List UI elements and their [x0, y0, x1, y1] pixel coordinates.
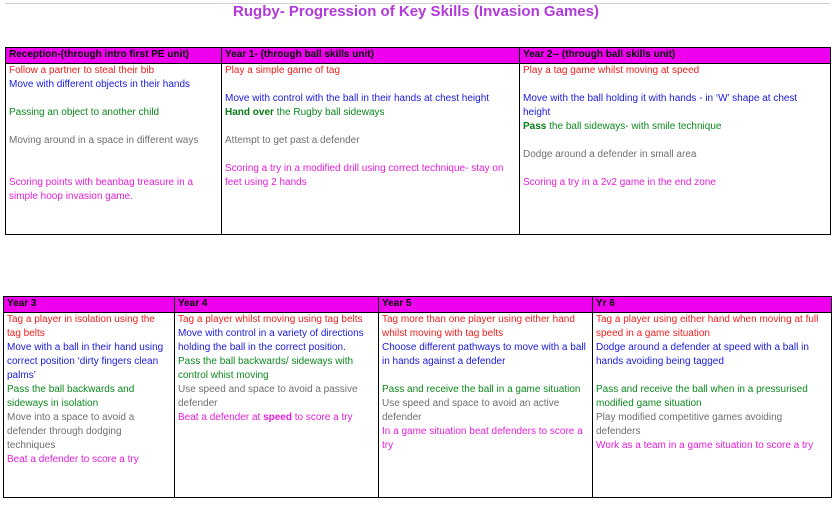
skill-passing: Passing an object to another child — [9, 107, 160, 118]
skill-moving-with-ball: Choose different pathways to move with a ball in hands against a defender — [382, 342, 586, 367]
skill-tag: Tag more than one player using either hand whilst moving with tag belts — [382, 314, 575, 339]
skill-moving-with-ball: Move with the ball holding it with hands - in ‘W’ shape at chest height — [523, 93, 798, 118]
skill-tag: Follow a partner to steal their bib — [9, 65, 155, 76]
skill-scoring-emphasis: speed — [263, 412, 292, 423]
header-year-3: Year 3 — [4, 297, 175, 313]
reception-cell — [6, 64, 222, 235]
skill-tag: Play a tag game whilst moving at speed — [523, 65, 700, 76]
header-year-5: Year 5 — [379, 297, 593, 313]
header-year-1: Year 1- (through ball skills unit) — [222, 48, 520, 64]
table-header-row — [4, 297, 832, 313]
table-row — [4, 313, 832, 498]
skill-scoring: Scoring a try in a modified drill using correct technique- stay on feet using 2 hands — [225, 163, 504, 188]
skill-scoring-post: to score a try — [291, 412, 353, 423]
year-6-cell — [593, 313, 832, 498]
skill-moving-with-ball: Move with a ball in their hand using correct position ‘dirty fingers clean palms’ — [7, 342, 164, 381]
skill-passing: Pass the ball backwards/ sideways with control whist moving — [178, 356, 354, 381]
skill-moving-with-ball: Move with control in a variety of directions holding the ball in the correct position. — [178, 328, 364, 353]
table-row — [6, 64, 831, 235]
skill-passing — [523, 120, 827, 134]
skill-scoring — [178, 411, 375, 425]
skill-moving-with-ball: Dodge around a defender at speed with a ball in hands avoiding being tagged — [596, 342, 809, 367]
skill-evading: Play modified competitive games avoiding defenders — [596, 412, 783, 437]
skill-passing: Pass and receive the ball in a game situation — [382, 384, 581, 395]
skill-scoring: Work as a team in a game situation to score a try — [596, 440, 814, 451]
skill-scoring-pre: Beat a defender at — [178, 412, 264, 423]
table-header-row — [6, 48, 831, 64]
skill-passing — [225, 106, 516, 120]
skill-scoring: Scoring points with beanbag treasure in a simple hoop invasion game. — [9, 177, 194, 202]
skill-tag: Tag a player in isolation using the tag belts — [7, 314, 155, 339]
skill-passing: Pass and receive the ball when in a pressurised modified game situation — [596, 384, 808, 409]
year-1-cell — [222, 64, 520, 235]
page-title: Rugby- Progression of Key Skills (Invasion Games) — [233, 3, 599, 20]
skill-evading: Move into a space to avoid a defender through dodging techniques — [7, 412, 135, 451]
skill-evading: Use speed and space to avoid a passive defender — [178, 384, 358, 409]
skill-tag: Tag a player whilst moving using tag belts — [178, 314, 363, 325]
skill-moving-with-ball: Move with different objects in their hands — [9, 79, 191, 90]
year-4-cell — [175, 313, 379, 498]
skills-table-early-years — [5, 47, 831, 235]
skills-table-later-years — [3, 296, 832, 498]
skill-passing-rest: the ball sideways- with smile technique — [546, 121, 722, 132]
skill-tag: Tag a player using either hand when moving at full speed in a game situation — [596, 314, 819, 339]
skill-passing: Pass the ball backwards and sideways in isolation — [7, 384, 135, 409]
year-2-cell — [520, 64, 831, 235]
skill-passing-rest: the Rugby ball sideways — [273, 107, 385, 118]
skill-scoring: Scoring a try in a 2v2 game in the end zone — [523, 177, 716, 188]
header-reception: Reception-(through intro first PE unit) — [6, 48, 222, 64]
year-5-cell — [379, 313, 593, 498]
skill-passing-emphasis: Pass — [523, 121, 547, 132]
skill-evading: Use speed and space to avoid an active defender — [382, 398, 560, 423]
year-3-cell — [4, 313, 175, 498]
skill-passing-emphasis: Hand over — [225, 107, 274, 118]
skill-evading: Moving around in a space in different ways — [9, 135, 199, 146]
header-year-2: Year 2-- (through ball skills unit) — [520, 48, 831, 64]
skill-tag: Play a simple game of tag — [225, 65, 341, 76]
header-year-4: Year 4 — [175, 297, 379, 313]
skill-moving-with-ball: Move with control with the ball in their hands at chest height — [225, 93, 490, 104]
skill-evading: Attempt to get past a defender — [225, 135, 360, 146]
skill-scoring: Beat a defender to score a try — [7, 454, 139, 465]
skill-evading: Dodge around a defender in small area — [523, 149, 697, 160]
header-year-6: Yr 6 — [593, 297, 832, 313]
skill-scoring: In a game situation beat defenders to score a try — [382, 426, 583, 451]
